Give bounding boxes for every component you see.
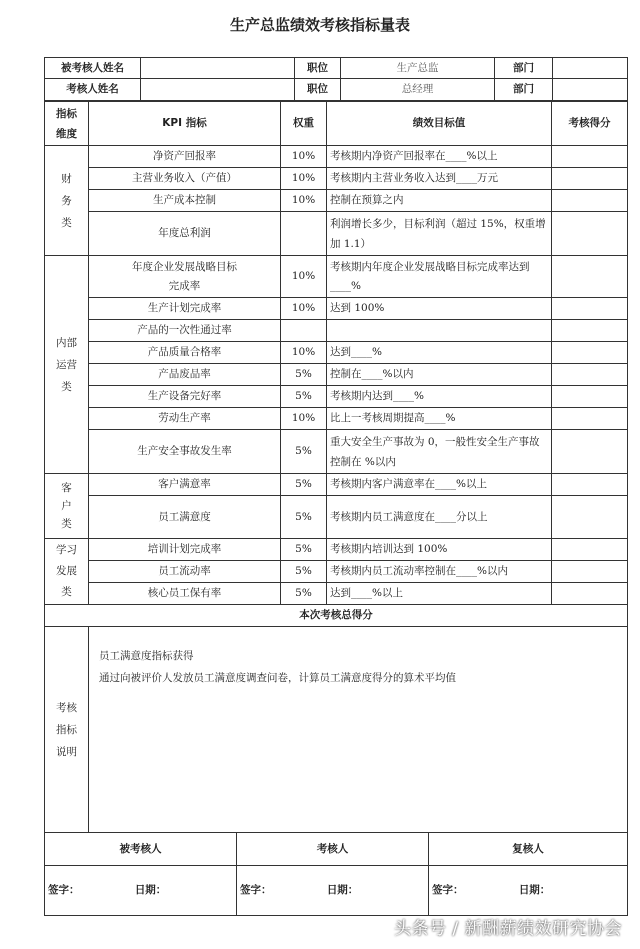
kpi-weight: 10% (281, 408, 327, 430)
kpi-score[interactable] (552, 212, 628, 256)
kpi-target: 考核期内客户满意率在____%以上 (327, 474, 552, 496)
kpi-name: 生产设备完好率 (89, 386, 281, 408)
kpi-target: 达到 100% (327, 298, 552, 320)
signoff-examinee-sign[interactable] (45, 866, 237, 916)
kpi-name: 年度总利润 (89, 212, 281, 256)
category-internal: 内部 运营 类 (45, 256, 89, 474)
dept-value-1[interactable] (553, 58, 628, 79)
position-value-1: 生产总监 (341, 58, 495, 79)
kpi-score[interactable] (552, 408, 628, 430)
signoff-reviewer: 复核人 (429, 833, 628, 866)
explanation-line-2: 通过向被评价人发放员工满意度调查问卷，计算员工满意度得分的算术平均值 (99, 672, 456, 684)
kpi-score[interactable] (552, 256, 628, 298)
kpi-name: 劳动生产率 (89, 408, 281, 430)
kpi-name: 产品的一次性通过率 (89, 320, 281, 342)
explanation-line-1: 员工满意度指标获得 (99, 650, 194, 662)
category-learning: 学习 发展 类 (45, 539, 89, 605)
explanation-content (89, 627, 628, 833)
sign-label: 签字： (48, 884, 80, 896)
name-label-2: 考核人姓名 (45, 79, 141, 101)
header-kpi: KPI 指标 (89, 102, 281, 146)
kpi-name: 核心员工保有率 (89, 583, 281, 605)
kpi-name: 主营业务收入（产值） (89, 168, 281, 190)
signoff-examiner-sign[interactable] (237, 866, 429, 916)
explanation-label: 考核 指标 说明 (45, 627, 89, 833)
dept-value-2[interactable] (553, 79, 628, 101)
kpi-target: 重大安全生产事故为 0，一般性安全生产事故控制在 %以内 (327, 430, 552, 474)
signoff-table (44, 832, 628, 916)
kpi-target: 考核期内员工满意度在____分以上 (327, 496, 552, 539)
position-value-2: 总经理 (341, 79, 495, 101)
kpi-name: 培训计划完成率 (89, 539, 281, 561)
kpi-weight: 5% (281, 539, 327, 561)
kpi-weight: 5% (281, 561, 327, 583)
date-label: 日期： (134, 884, 167, 896)
kpi-weight: 10% (281, 298, 327, 320)
kpi-score[interactable] (552, 364, 628, 386)
kpi-target: 考核期内主营业务收入达到____万元 (327, 168, 552, 190)
kpi-weight: 5% (281, 496, 327, 539)
kpi-name: 员工满意度 (89, 496, 281, 539)
kpi-name: 产品质量合格率 (89, 342, 281, 364)
dept-label-2: 部门 (495, 79, 553, 101)
header-weight: 权重 (281, 102, 327, 146)
kpi-score[interactable] (552, 430, 628, 474)
kpi-score[interactable] (552, 561, 628, 583)
kpi-name: 生产安全事故发生率 (89, 430, 281, 474)
kpi-name: 净资产回报率 (89, 146, 281, 168)
kpi-weight (281, 320, 327, 342)
info-table (44, 57, 628, 101)
kpi-weight: 10% (281, 256, 327, 298)
kpi-name: 产品废品率 (89, 364, 281, 386)
kpi-target (327, 320, 552, 342)
kpi-name: 年度企业发展战略目标完成率 (89, 256, 281, 298)
sign-label: 签字： (240, 884, 272, 896)
total-score-label: 本次考核总得分 (45, 605, 628, 627)
kpi-score[interactable] (552, 583, 628, 605)
kpi-score[interactable] (552, 146, 628, 168)
header-target: 绩效目标值 (327, 102, 552, 146)
kpi-target: 考核期内培训达到 100% (327, 539, 552, 561)
kpi-target: 考核期内达到____% (327, 386, 552, 408)
kpi-weight: 10% (281, 146, 327, 168)
kpi-target: 考核期内净资产回报率在____%以上 (327, 146, 552, 168)
kpi-score[interactable] (552, 190, 628, 212)
kpi-target: 达到____% (327, 342, 552, 364)
kpi-weight: 5% (281, 583, 327, 605)
page-title: 生产总监绩效考核指标量表 (229, 16, 410, 34)
date-label: 日期： (326, 884, 359, 896)
dept-label-1: 部门 (495, 58, 553, 79)
kpi-name: 客户满意率 (89, 474, 281, 496)
kpi-score[interactable] (552, 496, 628, 539)
kpi-score[interactable] (552, 386, 628, 408)
kpi-weight: 5% (281, 430, 327, 474)
kpi-weight: 5% (281, 474, 327, 496)
summary-table (44, 604, 628, 833)
sign-label: 签字： (432, 884, 464, 896)
kpi-target: 达到____%以上 (327, 583, 552, 605)
kpi-score[interactable] (552, 342, 628, 364)
watermark: 头条号 / 新酬薪绩效研究协会 (393, 919, 622, 939)
date-label: 日期： (518, 884, 551, 896)
kpi-score[interactable] (552, 298, 628, 320)
kpi-target: 控制在预算之内 (327, 190, 552, 212)
name-value-2[interactable] (141, 79, 295, 101)
header-score: 考核得分 (552, 102, 628, 146)
kpi-name: 生产成本控制 (89, 190, 281, 212)
signoff-examinee: 被考核人 (45, 833, 237, 866)
kpi-target: 控制在____%以内 (327, 364, 552, 386)
kpi-weight: 10% (281, 342, 327, 364)
name-label-1: 被考核人姓名 (45, 58, 141, 79)
signoff-examiner: 考核人 (237, 833, 429, 866)
kpi-weight: 5% (281, 364, 327, 386)
kpi-name: 员工流动率 (89, 561, 281, 583)
signoff-reviewer-sign[interactable] (429, 866, 628, 916)
kpi-target: 考核期内员工流动率控制在____%以内 (327, 561, 552, 583)
kpi-table (44, 101, 628, 605)
kpi-weight: 10% (281, 168, 327, 190)
header-dimension: 指标 维度 (45, 102, 89, 146)
kpi-weight (281, 212, 327, 256)
kpi-score[interactable] (552, 168, 628, 190)
kpi-weight: 5% (281, 386, 327, 408)
position-label-2: 职位 (295, 79, 341, 101)
kpi-target: 比上一考核周期提高____% (327, 408, 552, 430)
category-customer: 客 户 类 (45, 474, 89, 539)
kpi-score[interactable] (552, 539, 628, 561)
position-label-1: 职位 (295, 58, 341, 79)
kpi-name: 生产计划完成率 (89, 298, 281, 320)
kpi-target: 考核期内年度企业发展战略目标完成率达到 ____% (327, 256, 552, 298)
category-finance: 财 务 类 (45, 146, 89, 256)
kpi-target: 利润增长多少，目标利润（超过 15%，权重增加 1.1） (327, 212, 552, 256)
kpi-weight: 10% (281, 190, 327, 212)
name-value-1[interactable] (141, 58, 295, 79)
kpi-score[interactable] (552, 320, 628, 342)
kpi-score[interactable] (552, 474, 628, 496)
